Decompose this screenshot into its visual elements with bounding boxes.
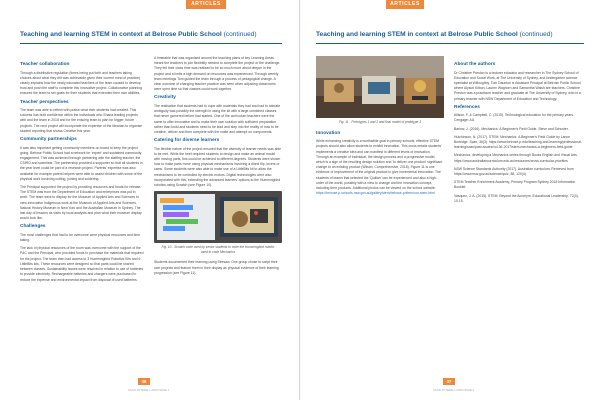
paragraph: The realisation that students had to cope with materials they had and had to tolerate ambiguity was possibly the strength in using the kit with a large combined classes that never garnered before had started. One of the curriculum teachers were the same to offer innovative and to make their own solution with sufficient preparation rather than build and students need to be lead and step into the reality of how to be creative, deliver and then complete with the make and attempt on components. <box>154 103 281 134</box>
paragraph: The team was able to reflect with praise what their students had created. This success has built confidence within the individuals who Shana leading projects with and the team in 2018 and for the ensuing team to plan for bigger, future projects. The next project will incorporate the expertise of the librarian to organise student reporting that shows Creative this year. <box>20 108 143 133</box>
header-rule <box>316 43 584 44</box>
heading-innovation: Innovation <box>316 130 341 136</box>
right-column-1 <box>316 56 444 199</box>
figure-caption-10: Fig. 10 - Scratch code used by senior students to code the Hummingbird robotic used to code Mechanics <box>161 245 275 254</box>
innovation-text: While enhancing creativity is a worthwhile goal in primary schools, effective STEM projects should also allow students to exhibit innovation. This cross entails students' implements a creative idea and can manifest in different levels of innovation. Through an example of individual, the design process and a progressive model, which is a sign of the resulting design solution and 'to deliver one product' significant change to an existing product (Wilson, Comprehensive, 2018). Figure 11 is one evidence of improvement of the original product to give incremental innovation. The students of teams that selected the 'Quillan' can be experienced and also a high-order of the world, possibly with a view to change and the innovation concept, including their products. Additional photos can be viewed on the school website: <box>316 139 443 190</box>
heading-challenges: Challenges <box>20 224 46 230</box>
reference-item: Hutchinson, N. (2017). STEM: Mechanics. A Beginner's Field Guide by Lance Burbidge. Scan, 36(3). https://www.belrose-p.edu/teaching-and-learning/professional-learning/scan/past-issues/vol-36-2017/stem-mechanics-a-beginners-field-guide <box>454 134 582 150</box>
paragraph: The Principal supported the project by providing resources and funds for release. The STEM was from the Department of Education and enterprises was put in work. The team went to display for the Museum of Applied Arts and Sciences to view innovative Indigenous work at the Museum of Applied Arts and Sciences, Natural History Museum in New York and the Australian Museum in Sydney. The last day of lessons as visits by local analysts and plan what their museum display would look like. <box>20 184 142 221</box>
paragraph: Through a distributive regulation (times being put forth and teachers taking choices about what they felt was achievable given their current mind of practice) clearly explains how the newly educated teachers of the team caused to develop trust and push the staff to complete this innovative project. Collaborative planning ensured the team to set goals for their students that extended their own abilities. <box>20 70 142 96</box>
left-column-2 <box>154 56 282 279</box>
heading-community-partnerships: Community partnerships <box>20 137 77 143</box>
header-continued: (continued) <box>519 31 553 38</box>
heading-teacher-collaboration: Teacher collaboration <box>20 62 70 67</box>
header-rule <box>20 43 282 44</box>
heading-references: References <box>454 104 480 110</box>
prototypes-photo <box>316 56 444 118</box>
left-column-1 <box>20 62 144 286</box>
scratch-code-photo <box>154 191 282 243</box>
page-header-title <box>316 31 553 38</box>
heading-about-authors: About the authors <box>454 62 496 67</box>
reference-item: Allison, F. & Campbell, C. (2015). Technological education for the primary years. Cengage: AU. <box>454 113 574 123</box>
page-number: 37 <box>443 378 455 385</box>
paragraph: It was also important getting community members on board to keep the project going. Belrose Public School had a network for 'expert' and sustained community engagement. This was achieved through partnering with the staffing teacher, the CSIRO and scientists. The partnership provided a supporter so that all students in the year level could be part of a research project. Parents' expertise was also available for example parent helpers were able to assist children with some of the physical work involving cutting, joining and soldering. <box>20 145 143 181</box>
reference-item: Barlow, J. (2016). Mechanics: A Beginner's Field Guide. Steve and Schuster. <box>454 126 569 131</box>
heading-creativity: Creativity <box>154 95 176 101</box>
paragraph: Dr Christine Preston is a lecturer educator and researcher in The Sydney School of Education and Social Work, at The University of Sydney, and kindergarten science specialist at Willoughby. Tom Daunton is Assistant Principal at Belrose Public School, where Alyson Kilbon, Lauren Waghorn and Samantha Walsh are teachers. Christine Preston was a practicum teacher and graduate at The University of Sydney, who is a primary teacher with NSW Department of Education and Technology. <box>454 70 582 101</box>
reference-item: Mechanics, developing a Mechanics series through Books English and Visual Arts. https://www.australiancurriculum.edu.au/resources/cross-curricular-priorities <box>454 153 578 163</box>
paragraph <box>316 139 444 196</box>
paragraph: The lack of physical resources of the room was overcome with the support of the P&C and the Principal, who provided funds to purchase the materials that required for the project. The team then had access to 3 Hummingbird Robotics Kits and 6 LittleBits kits. These resources were designed so that parts could be shared between classes. Sustainability issues were resolved in relation to use of batteries to provide electricity. Rechargeable batteries and chargers were purchased to reduce the expense and environmental impact from disposal of used batteries. <box>20 246 144 282</box>
reference-item: NSW Science Standards Authority (2017). Australian curriculum. Retrieved from https://www.nsw.gov.au/science/quiz, 88, 120(4). <box>454 166 574 177</box>
right-column-2 <box>454 62 584 207</box>
paragraph: Students documented their learning using Seesaw. One group chose to script their own projects and feature them in their display as physical evidence of their learning progression (see Figure 11). <box>154 260 279 275</box>
right-page <box>300 0 600 400</box>
section-tab: ARTICLES <box>386 0 424 9</box>
header-title-text: Teaching and learning STEM in context at Belrose Public School <box>20 31 222 38</box>
heading-teacher-perspectives: Teacher perspectives <box>20 99 69 105</box>
paragraph: A timetable that was organised around the teaching plans of key Learning Areas meant the teachers to join flexibility needed to complete the project or the challenge. They felt their class time was realised to be so much more about deeper in the project and a limits a high demand on resources was experienced. Through weekly team meetings Tom guided the team through a process of pedagogical change. A clear outcome of changing teacher practice was seen when adjusting classrooms were open time so that classes could work together. <box>154 56 281 92</box>
reference-item: Vasquez, J. A. (2015). STEM: Beyond the Acronym. Educational Leadership, 72(4), 10-15. <box>454 193 579 203</box>
school-website-link[interactable]: https://belrose-p.schools.nsw.gov.au/gallery/stem/belrose-p/stem/our-stem.html <box>316 191 435 196</box>
page-number: 36 <box>138 378 150 385</box>
figure-caption-11: Fig. 11 - Prototypes 1 and 2 and final model of prototype 3 <box>339 120 421 124</box>
paragraph: The most challenges that had to be overcome were physical resources and time taking. <box>20 232 141 243</box>
reference-item: STEM Teacher Enrichment Academy, Primary Program Sydney 2018 Information Booklet. <box>454 180 576 190</box>
page-footer: SCAN 38 TERM 1 2019 ISSUE 1 <box>128 388 170 392</box>
paragraph: The flexible nature of the project ensured that the diversity of learner needs was able to be met. While the brief required students to design and make an animal model with moving parts, this could be achieved to different degrees. Students were shown how to make parts move using physical mechanisms involving a direct flip, levers or cams. Some students were also able to make use of a LittleBits kit to allow the mechanisms to be controlled by electric motors. Digital technologies were also incorporated with this, extending the advanced learners' options to the Hummingbird robotics using Scratch (see Figure 10). <box>154 146 282 188</box>
page-header-title <box>20 31 257 38</box>
page-footer: SCAN 38 TERM 1 2019 ISSUE 1 <box>433 388 475 392</box>
header-continued: (continued) <box>223 31 257 38</box>
section-tab: ARTICLES <box>186 0 226 9</box>
header-title-text: Teaching and learning STEM in context at Belrose Public School <box>316 31 518 38</box>
heading-diverse-learners: Catering for diverse learners <box>154 138 220 144</box>
